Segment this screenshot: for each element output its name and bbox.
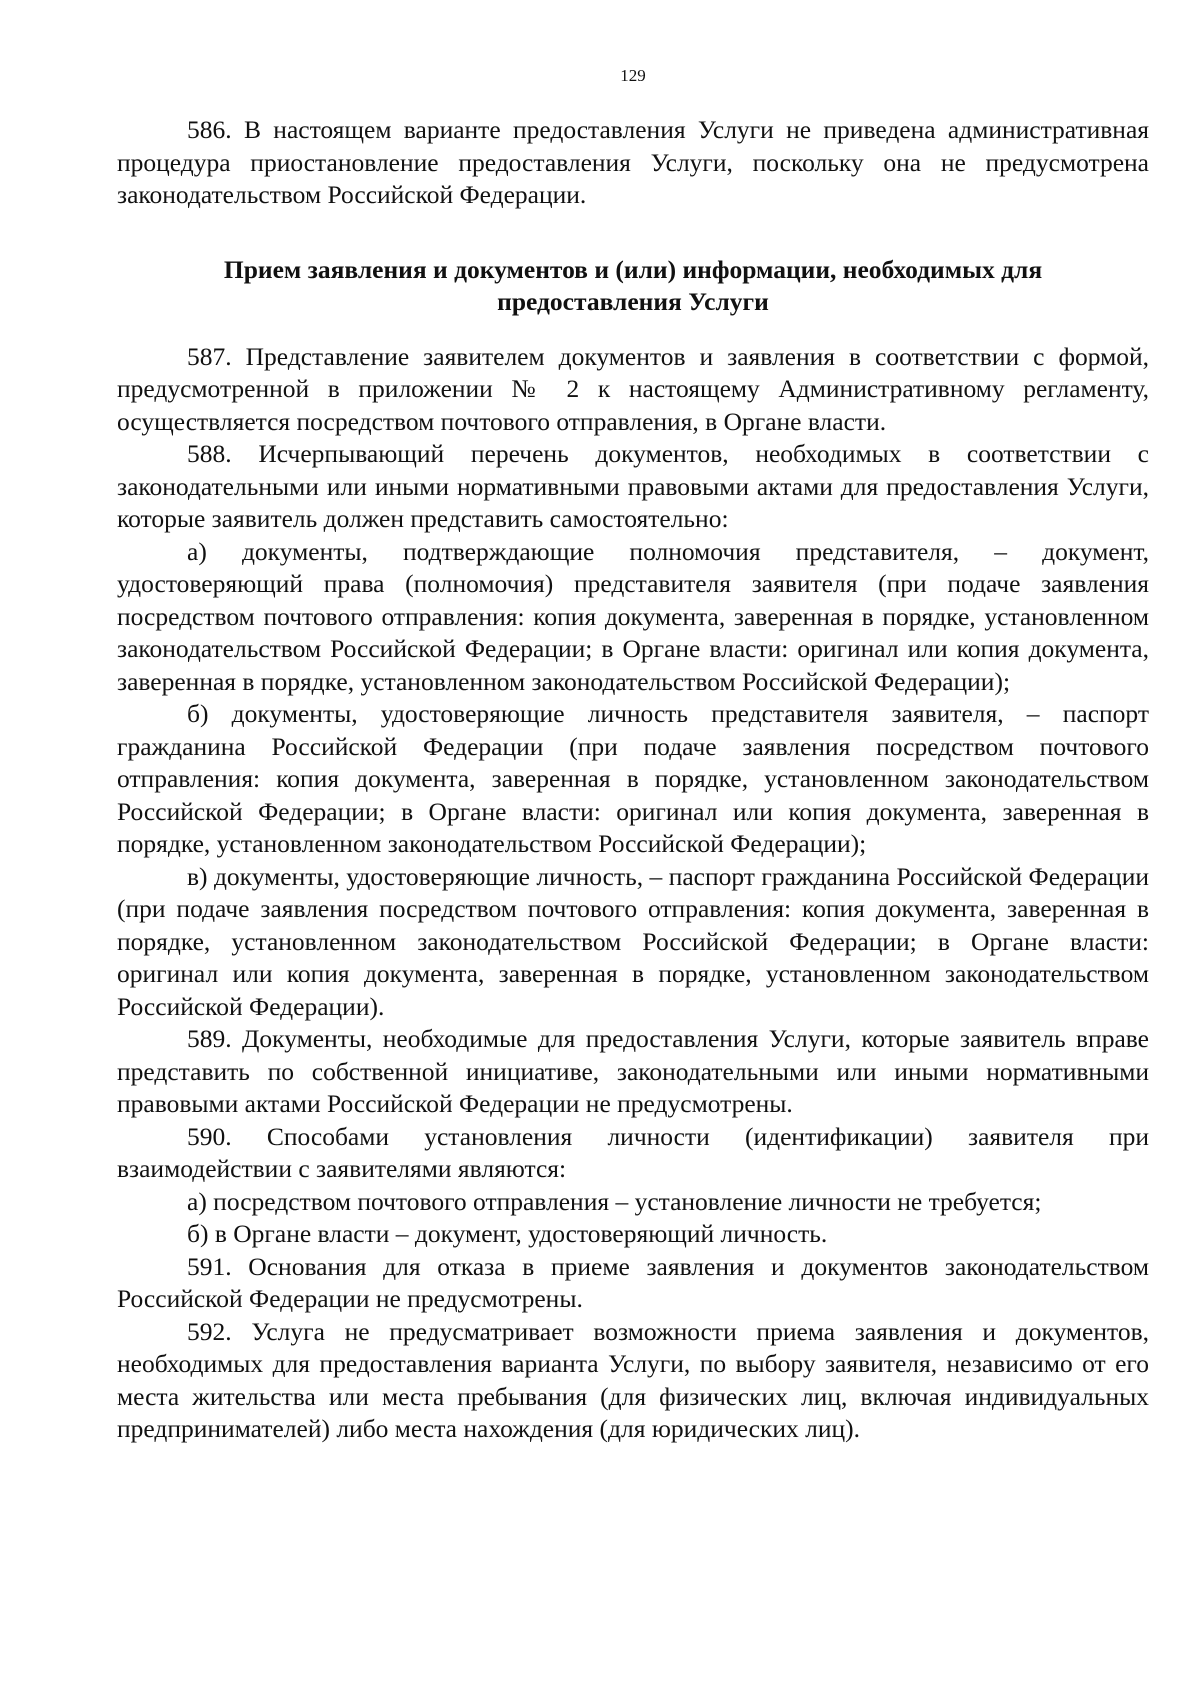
paragraph-587: 587. Представление заявителем документов и заявления в соответствии с формой, предусмотренной в приложении № 2 к настоящему Административному регламенту, осуществляется посредством почтового отправления, в Органе власти.	[117, 341, 1149, 436]
paragraph-588-a: а) документы, подтверждающие полномочия представителя, – документ, удостоверяющий права (полномочия) представителя заявителя (при подаче заявления посредством почтового отправления: копия документа, заверенная в порядке, установленном законодательством Российской Федерации; в Органе власти: оригинал или копия документа, заверенная в порядке, установленном законодательством Российской Федерации);	[117, 536, 1149, 696]
paragraph-588-v: в) документы, удостоверяющие личность, – паспорт гражданина Российской Федерации (при подаче заявления посредством почтового отправления: копия документа, заверенная в порядке, установленном законодательством Российской Федерации; в Органе власти: оригинал или копия документа, заверенная в порядке, установленном законодательством Российской Федерации).	[117, 861, 1149, 1021]
paragraph-590: 590. Способами установления личности (идентификации) заявителя при взаимодействии с заявителями являются:	[117, 1121, 1149, 1183]
paragraph-586: 586. В настоящем варианте предоставления Услуги не приведена административная процедура приостановление предоставления Услуги, поскольку она не предусмотрена законодательством Российской Федерации.	[117, 115, 1149, 209]
paragraph-590-a: а) посредством почтового отправления – установление личности не требуется;	[187, 1186, 1042, 1216]
paragraph-592: 592. Услуга не предусматривает возможности приема заявления и документов, необходимых для предоставления варианта Услуги, по выбору заявителя, независимо от его места жительства или места пребывания (для физических лиц, включая индивидуальных предпринимателей) либо места нахождения (для юридических лиц).	[117, 1316, 1149, 1443]
paragraph-591: 591. Основания для отказа в приеме заявления и документов законодательством Российской Федерации не предусмотрены.	[117, 1251, 1149, 1313]
paragraph-588-b: б) документы, удостоверяющие личность представителя заявителя, – паспорт гражданина Российской Федерации (при подаче заявления посредством почтового отправления: копия документа, заверенная в порядке, установленном законодательством Российской Федерации; в Органе власти: оригинал или копия документа, заверенная в порядке, установленном законодательством Российской Федерации);	[117, 699, 1149, 858]
document-page	[117, 66, 1149, 1446]
paragraph-588: 588. Исчерпывающий перечень документов, необходимых в соответствии с законодательными или иными нормативными правовыми актами для предоставления Услуги, которые заявитель должен представить самостоятельно:	[117, 439, 1149, 533]
paragraph-589: 589. Документы, необходимые для предоставления Услуги, которые заявитель вправе представить по собственной инициативе, законодательными или иными нормативными правовыми актами Российской Федерации не предусмотрены.	[117, 1024, 1149, 1118]
section-heading: Прием заявления и документов и (или) информации, необходимых для предоставления Услуги	[223, 254, 1043, 316]
page-number: 129	[620, 66, 646, 85]
paragraph-590-b: б) в Органе власти – документ, удостоверяющий личность.	[187, 1219, 828, 1248]
